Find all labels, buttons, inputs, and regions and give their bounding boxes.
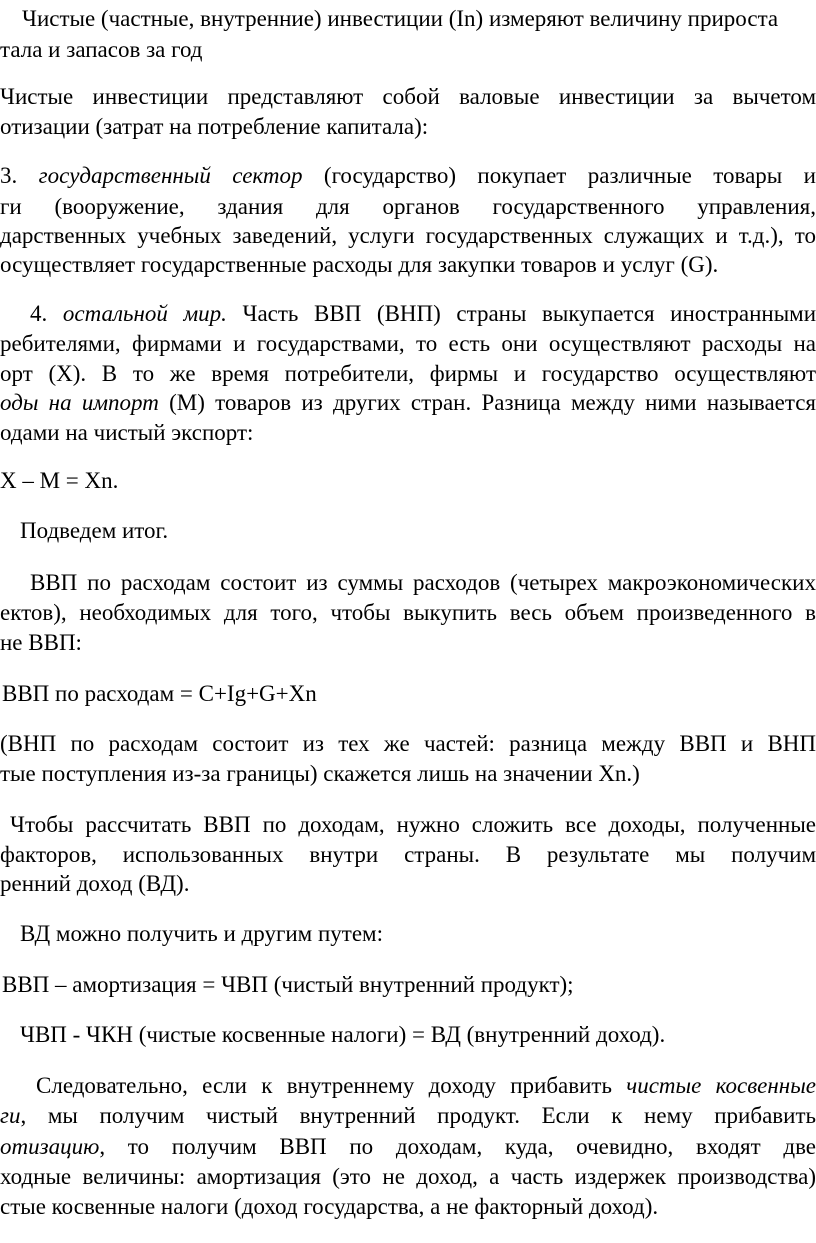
p3-number: 3. (0, 163, 18, 188)
p5-line1: ВВП по расходам состоит из суммы расходов (четырех макроэкономических (30, 570, 816, 595)
p2-line1: Чистые инвестиции представляют собой валовые инвестиции за вычетом (0, 84, 816, 109)
p4-line2: ребителями, фирмами и государствами, то есть они осуществляют расходы на (0, 331, 816, 356)
p7-line1: Чтобы рассчитать ВВП по доходам, нужно сложить все доходы, полученные (10, 812, 816, 837)
p1-line2: тала и запасов за год (0, 37, 203, 62)
p7-line3: ренний доход (ВД). (0, 871, 190, 896)
p4-number: 4. (30, 301, 48, 326)
p9-line2 (0, 1103, 816, 1129)
p4-line1-rest: Часть ВВП (ВНП) страны выкупается иностранными (242, 301, 816, 326)
p9-line3-rest: , то получим ВВП по доходам, куда, очевидно, входят две (99, 1134, 816, 1159)
p3-line2: ги (вооружение, здания для органов государственного управления, (0, 194, 816, 219)
p3-line3: дарственных учебных заведений, услуги государственных служащих и т.д.), то (0, 223, 816, 248)
p5-line3: не ВВП: (0, 630, 82, 655)
formula-domestic-income: ЧВП - ЧКН (чистые косвенные налоги) = ВД (внутренний доход). (20, 1022, 666, 1047)
p3-line1-rest: (государство) покупает различные товары и (323, 163, 816, 188)
p4-line4-rest: (M) товаров из других стран. Разница между ними называется (169, 390, 816, 415)
p4-line5: одами на чистый экспорт: (0, 420, 254, 445)
p9-line4: ходные величины: амортизация (это не доход, а часть издержек производства) (0, 1164, 816, 1189)
p4-term: остальной мир. (62, 301, 227, 326)
summary-heading: Подведем итог. (20, 518, 169, 543)
p9-line3-italic: отизацию (0, 1134, 100, 1159)
p2-line2: отизации (затрат на потребление капитала): (0, 114, 429, 139)
p8-text: ВД можно получить и другим путем: (20, 921, 384, 946)
p4-line4-italic: оды на импорт (0, 390, 159, 415)
formula-net-export: X – M = Xn. (0, 468, 119, 493)
p4-line4 (0, 390, 816, 416)
p3-line4: осуществляет государственные расходы для закупки товаров и услуг (G). (0, 252, 719, 277)
p9-line5: стые косвенные налоги (доход государства, а не факторный доход). (0, 1194, 659, 1219)
p6-line1: (ВНП по расходам состоит из тех же частей: разница между ВВП и ВНП (0, 731, 816, 756)
formula-gdp-expenditure: ВВП по расходам = C+Ig+G+Xn (2, 681, 317, 706)
p5-line2: ектов), необходимых для того, чтобы выкупить весь объем произведенного в (0, 600, 816, 625)
p7-line2: факторов, использованных внутри страны. В результате мы получим (0, 842, 816, 867)
p9-line1-text: Следовательно, если к внутреннему доходу прибавить (36, 1073, 612, 1098)
p6-line2: тые поступления из-за границы) скажется лишь на значении Xn.) (0, 761, 640, 786)
formula-ndp: ВВП – амортизация = ЧВП (чистый внутренний продукт); (2, 972, 574, 997)
p9-line1 (36, 1073, 816, 1099)
p4-line3: орт (X). В то же время потребители, фирмы и государство осуществляют (0, 361, 816, 386)
p9-line2-italic: ги (0, 1103, 21, 1128)
p9-line1-italic: чистые косвенные (626, 1073, 816, 1098)
p3-term: государственный сектор (38, 163, 303, 188)
p9-line2-rest: , мы получим чистый внутренний продукт. Если к нему прибавить (20, 1103, 816, 1128)
p9-line3 (0, 1134, 816, 1160)
p3-line1 (0, 163, 816, 189)
p1-line1: Чистые (частные, внутренние) инвестиции (In) измеряют величину прироста (22, 6, 779, 31)
p4-line1 (0, 301, 816, 327)
